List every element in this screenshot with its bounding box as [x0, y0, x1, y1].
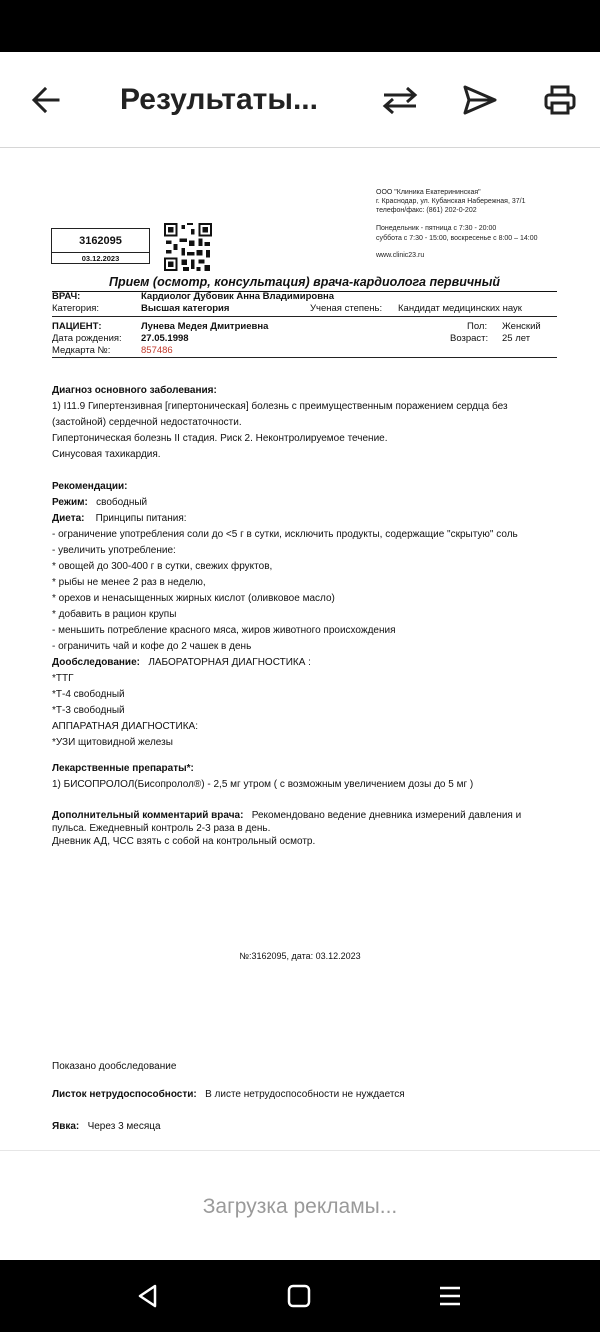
ad-banner[interactable]	[0, 1150, 600, 1260]
drugs-section: Лекарственные препараты*: 1) БИСОПРОЛОЛ(Бисопролол®) - 2,5 мг утром ( с возможным увеличением дозы до 5 мг )	[52, 763, 474, 790]
nav-back-button[interactable]	[134, 1282, 162, 1310]
visit: Явка: Через 3 месяца	[52, 1121, 161, 1132]
swap-button[interactable]	[380, 80, 420, 120]
record-number: 3162095	[79, 235, 122, 247]
doctor-name: Кардиолог Дубовик Анна Владимировна	[141, 291, 335, 302]
clinic-hours: Понедельник - пятница с 7:30 - 20:00 суббота с 7:30 - 15:00, воскресенье с 8:00 – 14:00	[376, 225, 538, 242]
document-page	[0, 149, 600, 1149]
age-label: Возраст:	[450, 333, 489, 344]
square-home-icon	[286, 1283, 312, 1309]
divider	[52, 316, 557, 317]
doctor-label: ВРАЧ:	[52, 291, 81, 302]
record-id-box	[51, 228, 150, 264]
sick-leave: Листок нетрудоспособности: В листе нетрудоспособности не нуждается	[52, 1089, 405, 1100]
category-value: Высшая категория	[141, 303, 230, 314]
birth-label: Дата рождения:	[52, 333, 122, 344]
document-title: Прием (осмотр, консультация) врача-кардиолога первичный	[52, 274, 557, 292]
print-button[interactable]	[540, 80, 580, 120]
degree-label: Ученая степень:	[310, 303, 383, 314]
app-bar	[0, 52, 600, 148]
card-label: Медкарта №:	[52, 345, 111, 356]
degree-value: Кандидат медицинских наук	[398, 303, 522, 314]
clinic-site: www.clinic23.ru	[376, 252, 425, 259]
arrow-left-icon	[30, 84, 62, 116]
age-value: 25 лет	[502, 333, 531, 344]
sex-value: Женский	[502, 321, 541, 332]
clinic-info: ООО "Клиника Екатерининская" г. Краснодар, ул. Кубанская Набережная, 37/1 телефон/факс: (861) 202-0-202	[376, 189, 526, 214]
shown-exam: Показано дообследование	[52, 1061, 177, 1072]
back-button[interactable]	[26, 80, 66, 120]
recommendations-section: Рекомендации: Режим: свободный Диета: Принципы питания: - ограничение употребления соли до <5 г в сутки, исключить продукты, содержащие "скрытую" соль - увеличить употребление: * овощей до 300-400 г в сутки, свежих фруктов, * рыбы не менее 2 раз в неделю, * орехов и ненасыщенных жирных кислот (оливковое масло) * добавить в рацион крупы - меньшить потребление красного мяса, жиров животного происхождения - ограничить чай и кофе до 2 чашек в день Дообследование: ЛАБОРАТОРНАЯ ДИАГНОСТИКА : *ТТГ *Т-4 свободный *Т-3 свободный АППАРАТНАЯ ДИАГНОСТИКА: *УЗИ щитовидной железы	[52, 481, 518, 748]
nav-menu-button[interactable]	[436, 1282, 464, 1310]
patient-name: Лунева Медея Дмитриевна	[141, 321, 269, 332]
record-date: 03.12.2023	[52, 252, 149, 264]
comment-section: Дополнительный комментарий врача: Рекомендовано ведение дневника измерений давления и пульса. Ежедневный контроль 2-3 раза в день. Дневник АД, ЧСС взять с собой на контрольный осмотр.	[52, 810, 522, 847]
divider	[52, 357, 557, 358]
card-value: 857486	[141, 345, 173, 356]
printer-icon	[543, 84, 577, 116]
swap-arrows-icon	[381, 84, 419, 116]
triangle-back-icon	[135, 1283, 161, 1309]
page-title: Результаты...	[120, 83, 318, 116]
send-button[interactable]	[460, 80, 500, 120]
diagnosis-section: Диагноз основного заболевания: 1) I11.9 Гипертензивная [гипертоническая] болезнь с преимущественным поражением сердца без (застойной) сердечной недостаточности. Гипертоническая болезнь II стадия. Риск 2. Неконтролируемое течение. Синусовая тахикардия.	[52, 385, 508, 460]
birth-value: 27.05.1998	[141, 333, 189, 344]
system-nav-bar	[0, 1260, 600, 1332]
nav-home-button[interactable]	[285, 1282, 313, 1310]
send-icon	[462, 84, 498, 116]
category-label: Категория:	[52, 303, 100, 314]
ad-loading-text: Загрузка рекламы...	[202, 1195, 398, 1218]
qr-code-icon	[164, 223, 212, 271]
patient-label: ПАЦИЕНТ:	[52, 321, 102, 332]
status-bar	[0, 0, 600, 52]
menu-lines-icon	[437, 1283, 463, 1309]
footer-record-id: №:3162095, дата: 03.12.2023	[239, 951, 361, 961]
sex-label: Пол:	[467, 321, 488, 332]
